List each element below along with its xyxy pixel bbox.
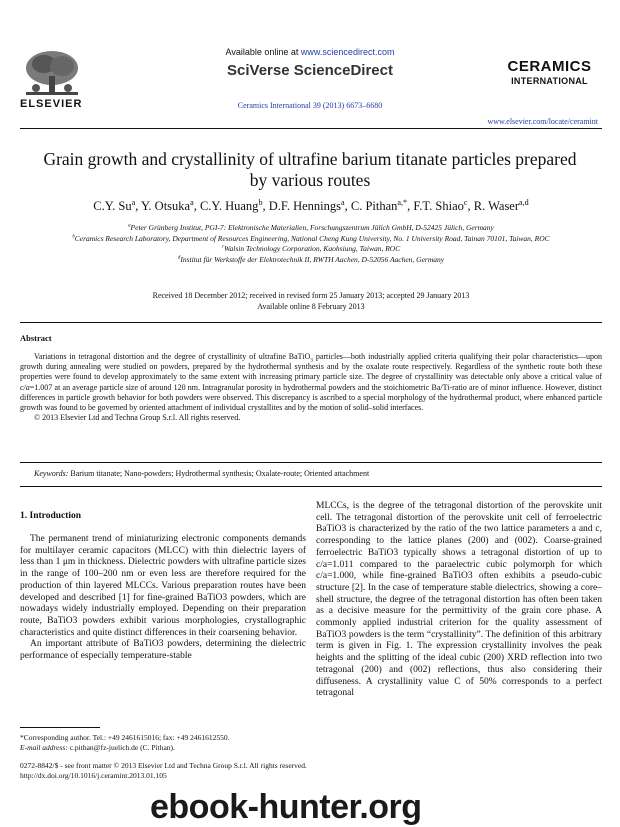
abstract-top-rule	[20, 322, 602, 323]
author-aff-mark: a	[190, 197, 194, 207]
author-aff-mark: c	[463, 197, 468, 207]
left-column	[20, 534, 306, 663]
abstract-heading: Abstract	[20, 333, 52, 343]
affiliation-mark: c	[221, 244, 224, 250]
keywords-rule	[20, 486, 602, 487]
journal-citation[interactable]: Ceramics International 39 (2013) 6673–6680	[237, 101, 383, 110]
affiliation-mark: a	[128, 223, 131, 229]
header-rule	[20, 128, 602, 129]
author-aff-mark: a	[131, 197, 136, 207]
body-paragraph: The permanent trend of miniaturizing electronic components demands for multilayer ceramic capacitors (MLCC) with thin dielectric layers of less than 1 μm in thickness. Dielectric powders with ultrafine particle sizes in the range of 100–200 nm or even less are therefore required for the production of thin layered MLCCs. Various preparation routes have been developed and described [1] for fine-grained BaTiO3 powders, which are nowadays widely industrially employed. Depending on their preparation route, BaTiO3 powders exhibit various morphologies, crystallographic characteristics and quite distinct differences in their coarsening behavior.	[20, 534, 306, 638]
author[interactable]: Y. Otsuka	[141, 199, 191, 213]
issn-line: 0272-8842/$ - see front matter © 2013 Elsevier Ltd and Techna Group S.r.l. All rights reserved.	[20, 761, 307, 770]
author[interactable]: D.F. Hennings	[268, 199, 342, 213]
affiliation	[20, 244, 602, 255]
watermark: ebook-hunter.org	[150, 788, 422, 826]
corresponding-author: *Corresponding author. Tel.: +49 2461615016; fax: +49 2461612550.	[20, 733, 230, 742]
affiliation-text: Walsin Technology Corporation, Kaohsiung, Taiwan, ROC	[223, 244, 401, 253]
right-column	[316, 501, 602, 700]
page-footer	[20, 761, 307, 781]
body-paragraph: An important attribute of BaTiO3 powders, determining the dielectric performance of especially temperature-stable	[20, 639, 306, 662]
email-label: E-mail address:	[20, 743, 68, 752]
received-dates: Received 18 December 2012; received in revised form 25 January 2013; accepted 29 January 2013	[152, 291, 470, 300]
section-heading: 1. Introduction	[20, 511, 82, 521]
abstract-text: Variations in tetragonal distortion and the degree of crystallinity of ultrafine BaTiO	[34, 352, 311, 361]
author-aff-mark: a,*	[397, 197, 408, 207]
affiliation-text: Peter Grünberg Institut, PGI-7: Elektronische Materialien, Forschungszentrum Jülich GmbH, D-52425 Jülich, Germany	[130, 223, 494, 232]
affiliation-text: Institut für Werkstoffe der Elektrotechnik II, RWTH Aachen, D-52056 Aachen, Germany	[180, 254, 445, 264]
author[interactable]: C. Pithan	[350, 199, 398, 213]
affiliations	[20, 223, 602, 265]
body-paragraph: MLCCs, is the degree of the tetragonal distortion of the perovskite unit cell. The tetragonal distortion of the perovskite unit cell of ferroelectric BaTiO3 is characterized by the ratio of the two lattice parameters a and c, corresponding to the lattice planes (200) and (002). Coarse-grained ferroelectric BaTiO3 typically shows a tetragonal distortion of up to c/a=1.011 compared to the paraelectric cubic polymorph for which c/a=1.000, while fine-grained BaTiO3 often exhibits a pseudo-cubic structure [2]. In the case of temperature stable dielectrics, showing a core–shell structure, the degree of the tetragonal distortion has often been taken as a decisive measure for the permittivity of the grain core phase. A commonly applied industrial criterion for the quality assessment of BaTiO3 powders is the term “crystallinity”. The definition of this arbitrary term is given in Fig. 1. The expression crystallinity involves the peak heights and the splitting of the ideal cubic (200) XRD reflection into two tetragonal (200) and (002) reflections, thus also considering their diffuseness. A crystallinity value C of 50% corresponds to a perfect tetragonal	[316, 501, 602, 699]
author[interactable]: C.Y. Huang	[199, 199, 259, 213]
affiliation	[20, 255, 602, 266]
publisher-name: ELSEVIER	[20, 98, 83, 110]
footnote	[20, 733, 306, 753]
affiliation-mark: b	[72, 234, 75, 239]
abstract-text: c/a	[20, 382, 30, 392]
author-aff-mark: a,d	[519, 197, 529, 207]
footnote-rule	[20, 727, 100, 728]
abstract-paragraph: Variations in tetragonal distortion and the degree of crystallinity of ultrafine BaTiO$_3$ particles—both industrially applied criteria qualifying their polar characteristics—upon growth during annealing were studied on powders, prepared by the hydrothermal synthesis and by the oxalate route respectively. Regardless of the synthetic route both these properties were found to develop approximately to the same extent with increasing primary particle size. The degree of crystallinity was detectable only above a critical value of c/a=1.007 at an average particle size of around 120 nm. Intragranular porosity in hydrothermal powders and the stoichiometric Ba/Ti-ratio are of minor influence. However, distinct differences in particle growth behavior for both powders were observed. This discrepancy is ascribed to a special morphology of the hydrothermal product, where enhanced particle growth was found to be governed by oriented attachment of individual crystallites and by the motion of solid–solid interfaces.	[20, 352, 602, 413]
platform-name: SciVerse ScienceDirect	[227, 62, 393, 79]
journal-logo-line2: INTERNATIONAL	[511, 76, 588, 86]
author-aff-mark: b	[258, 197, 263, 207]
abstract-text: =1.007 at an average particle size of around 120 nm. Intragranular porosity in hydrothermal powders and the stoichiometric Ba/Ti-ratio are of minor influence. However, distinct differences in particle growth behavior for both powders were observed. This discrepancy is ascribed to a special morphology of the hydrothermal product, where enhanced particle growth was found to be governed by oriented attachment of individual crystallites and by the motion of solid–solid interfaces.	[20, 382, 602, 413]
doi-link[interactable]: http://dx.doi.org/10.1016/j.ceramint.2013.01.105	[20, 771, 167, 780]
journal-logo-line1: CERAMICS	[507, 58, 592, 75]
available-prefix: Available online at	[225, 47, 301, 57]
abstract-rule	[20, 462, 602, 463]
keywords	[34, 469, 369, 478]
article-history	[20, 290, 602, 312]
available-online-date: Available online 8 February 2013	[257, 302, 365, 311]
affiliation-text: Ceramics Research Laboratory, Department of Resources Engineering, National Cheng Kung University, No. 1 University Road, Tainan 70101, Taiwan, ROC	[74, 233, 550, 243]
author[interactable]: C.Y. Su	[93, 199, 132, 213]
affiliation-mark: d	[177, 255, 181, 260]
author-list: C.Y. Su$^a$, Y. Otsuka$^a$, C.Y. Huang$^b$, D.F. Hennings$^a$, C. Pithan$^{a,*}$, F.T. Shiao$^c$, R. Waser$^{a,d}$	[93, 197, 529, 213]
affiliation	[20, 234, 602, 245]
abstract-text: particles—both industrially applied criteria qualifying their polar characteristics—upon growth during annealing were studied on powders, prepared by the hydrothermal synthesis and by the oxalate route respectively. Regardless of the synthetic route both these properties were found to develop approximately to the same extent with increasing primary particle size. The degree of crystallinity was detectable only above a critical value of	[20, 352, 602, 382]
journal-url-link[interactable]: www.elsevier.com/locate/ceramint	[487, 117, 598, 126]
available-online-line	[0, 47, 620, 57]
author[interactable]: R. Waser	[473, 199, 520, 213]
email-address[interactable]: c.pithan@fz-juelich.de (C. Pithan).	[67, 743, 175, 752]
sciencedirect-link[interactable]: www.sciencedirect.com	[300, 47, 395, 57]
keywords-label: Keywords:	[34, 469, 69, 478]
article-title: Grain growth and crystallinity of ultrafine barium titanate particles prepared by various routes	[43, 149, 577, 190]
author[interactable]: F.T. Shiao	[413, 199, 464, 213]
author-aff-mark: a	[341, 197, 345, 207]
journal-logo	[492, 60, 607, 88]
affiliation	[20, 223, 602, 234]
abstract-body	[20, 352, 602, 423]
keywords-list: Barium titanate; Nano-powders; Hydrothermal synthesis; Oxalate-route; Oriented attachment	[68, 469, 370, 478]
abstract-copyright: © 2013 Elsevier Ltd and Techna Group S.r.l. All rights reserved.	[34, 413, 241, 423]
email-line	[20, 743, 306, 753]
